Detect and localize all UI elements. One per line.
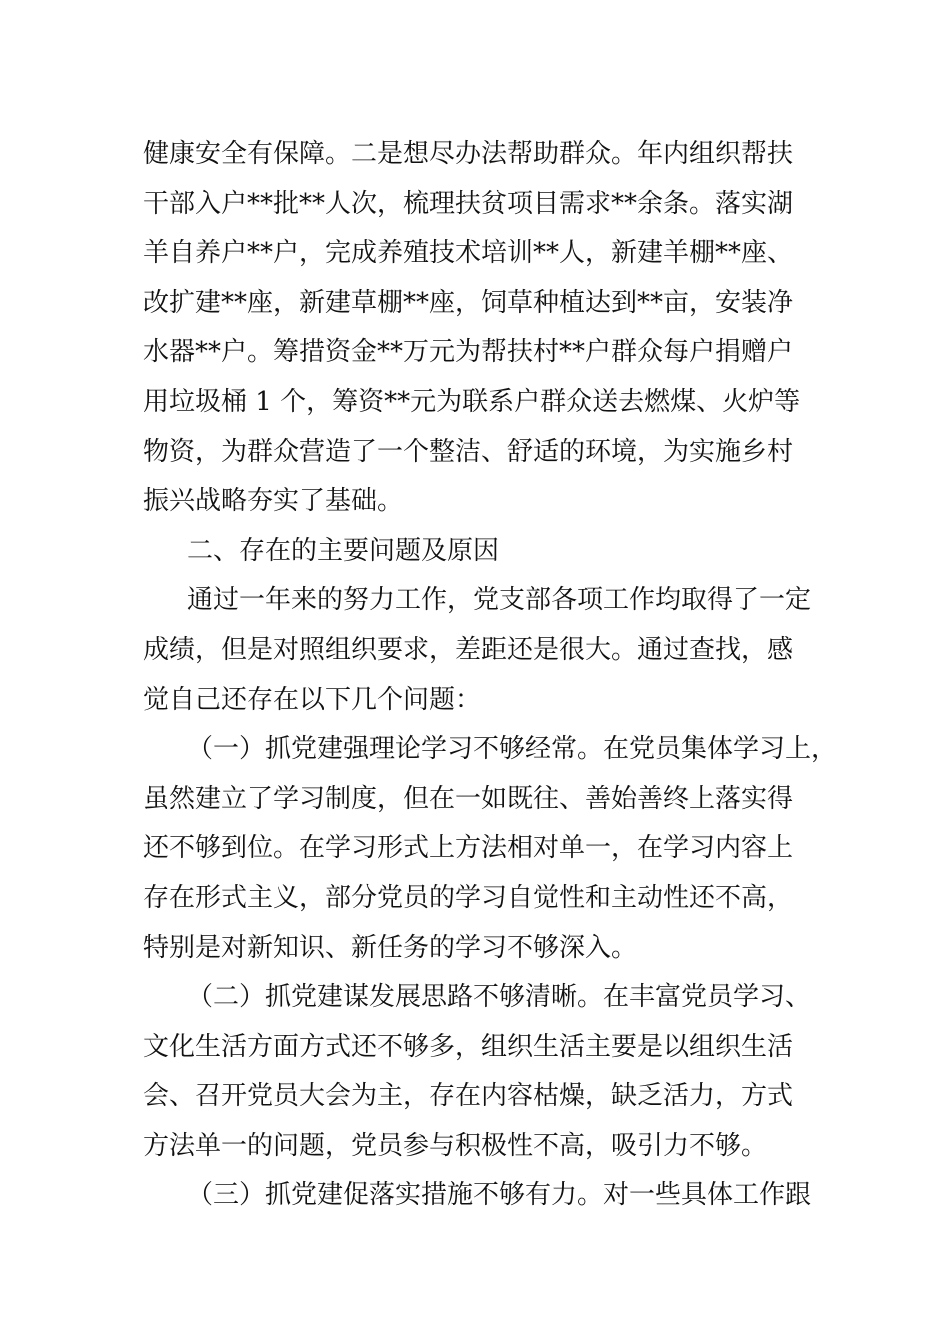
text-line: 虽然建立了学习制度，但在一如既往、善始善终上落实得 (143, 783, 794, 814)
text-line: 方法单一的问题，党员参与积极性不高，吸引力不够。 (143, 1130, 768, 1161)
text-line: 干部入户**批**人次，梳理扶贫项目需求**余条。落实湖 (143, 188, 794, 219)
text-line: 物资，为群众营造了一个整洁、舒适的环境，为实施乡村 (143, 436, 794, 467)
text-line: 改扩建**座，新建草棚**座，饲草种植达到**亩，安装净 (143, 287, 794, 318)
text-line: 水器**户。筹措资金**万元为帮扶村**户群众每户捐赠户 (143, 337, 794, 368)
text-line: 存在形式主义，部分党员的学习自觉性和主动性还不高， (143, 882, 794, 913)
text-line: 觉自己还存在以下几个问题： (143, 684, 482, 715)
subsection-first-line: （一）抓党建强理论学习不够经常。在党员集体学习上， (187, 734, 838, 765)
section-heading: 二、存在的主要问题及原因 (187, 535, 500, 566)
paragraph-first-line: 通过一年来的努力工作，党支部各项工作均取得了一定 (187, 585, 812, 616)
subsection-first-line: （二）抓党建谋发展思路不够清晰。在丰富党员学习、 (187, 982, 812, 1013)
text-line: 健康安全有保障。二是想尽办法帮助群众。年内组织帮扶 (143, 139, 794, 169)
text-line: 还不够到位。在学习形式上方法相对单一，在学习内容上 (143, 833, 794, 864)
text-line: 用垃圾桶 1 个，筹资**元为联系户群众送去燃煤、火炉等 (143, 386, 801, 417)
text-line: 振兴战略夯实了基础。 (143, 486, 404, 517)
document-body (143, 130, 838, 1221)
text-line: 特别是对新知识、新任务的学习不够深入。 (143, 932, 638, 963)
text-line: 成绩，但是对照组织要求，差距还是很大。通过查找，感 (143, 634, 794, 665)
text-line: 会、召开党员大会为主，存在内容枯燥，缺乏活力，方式 (143, 1081, 794, 1112)
text-line: 羊自养户**户，完成养殖技术培训**人，新建羊棚**座、 (143, 238, 794, 269)
subsection-first-line: （三）抓党建促落实措施不够有力。对一些具体工作跟 (187, 1180, 812, 1211)
text-line: 文化生活方面方式还不够多，组织生活主要是以组织生活 (143, 1031, 794, 1062)
